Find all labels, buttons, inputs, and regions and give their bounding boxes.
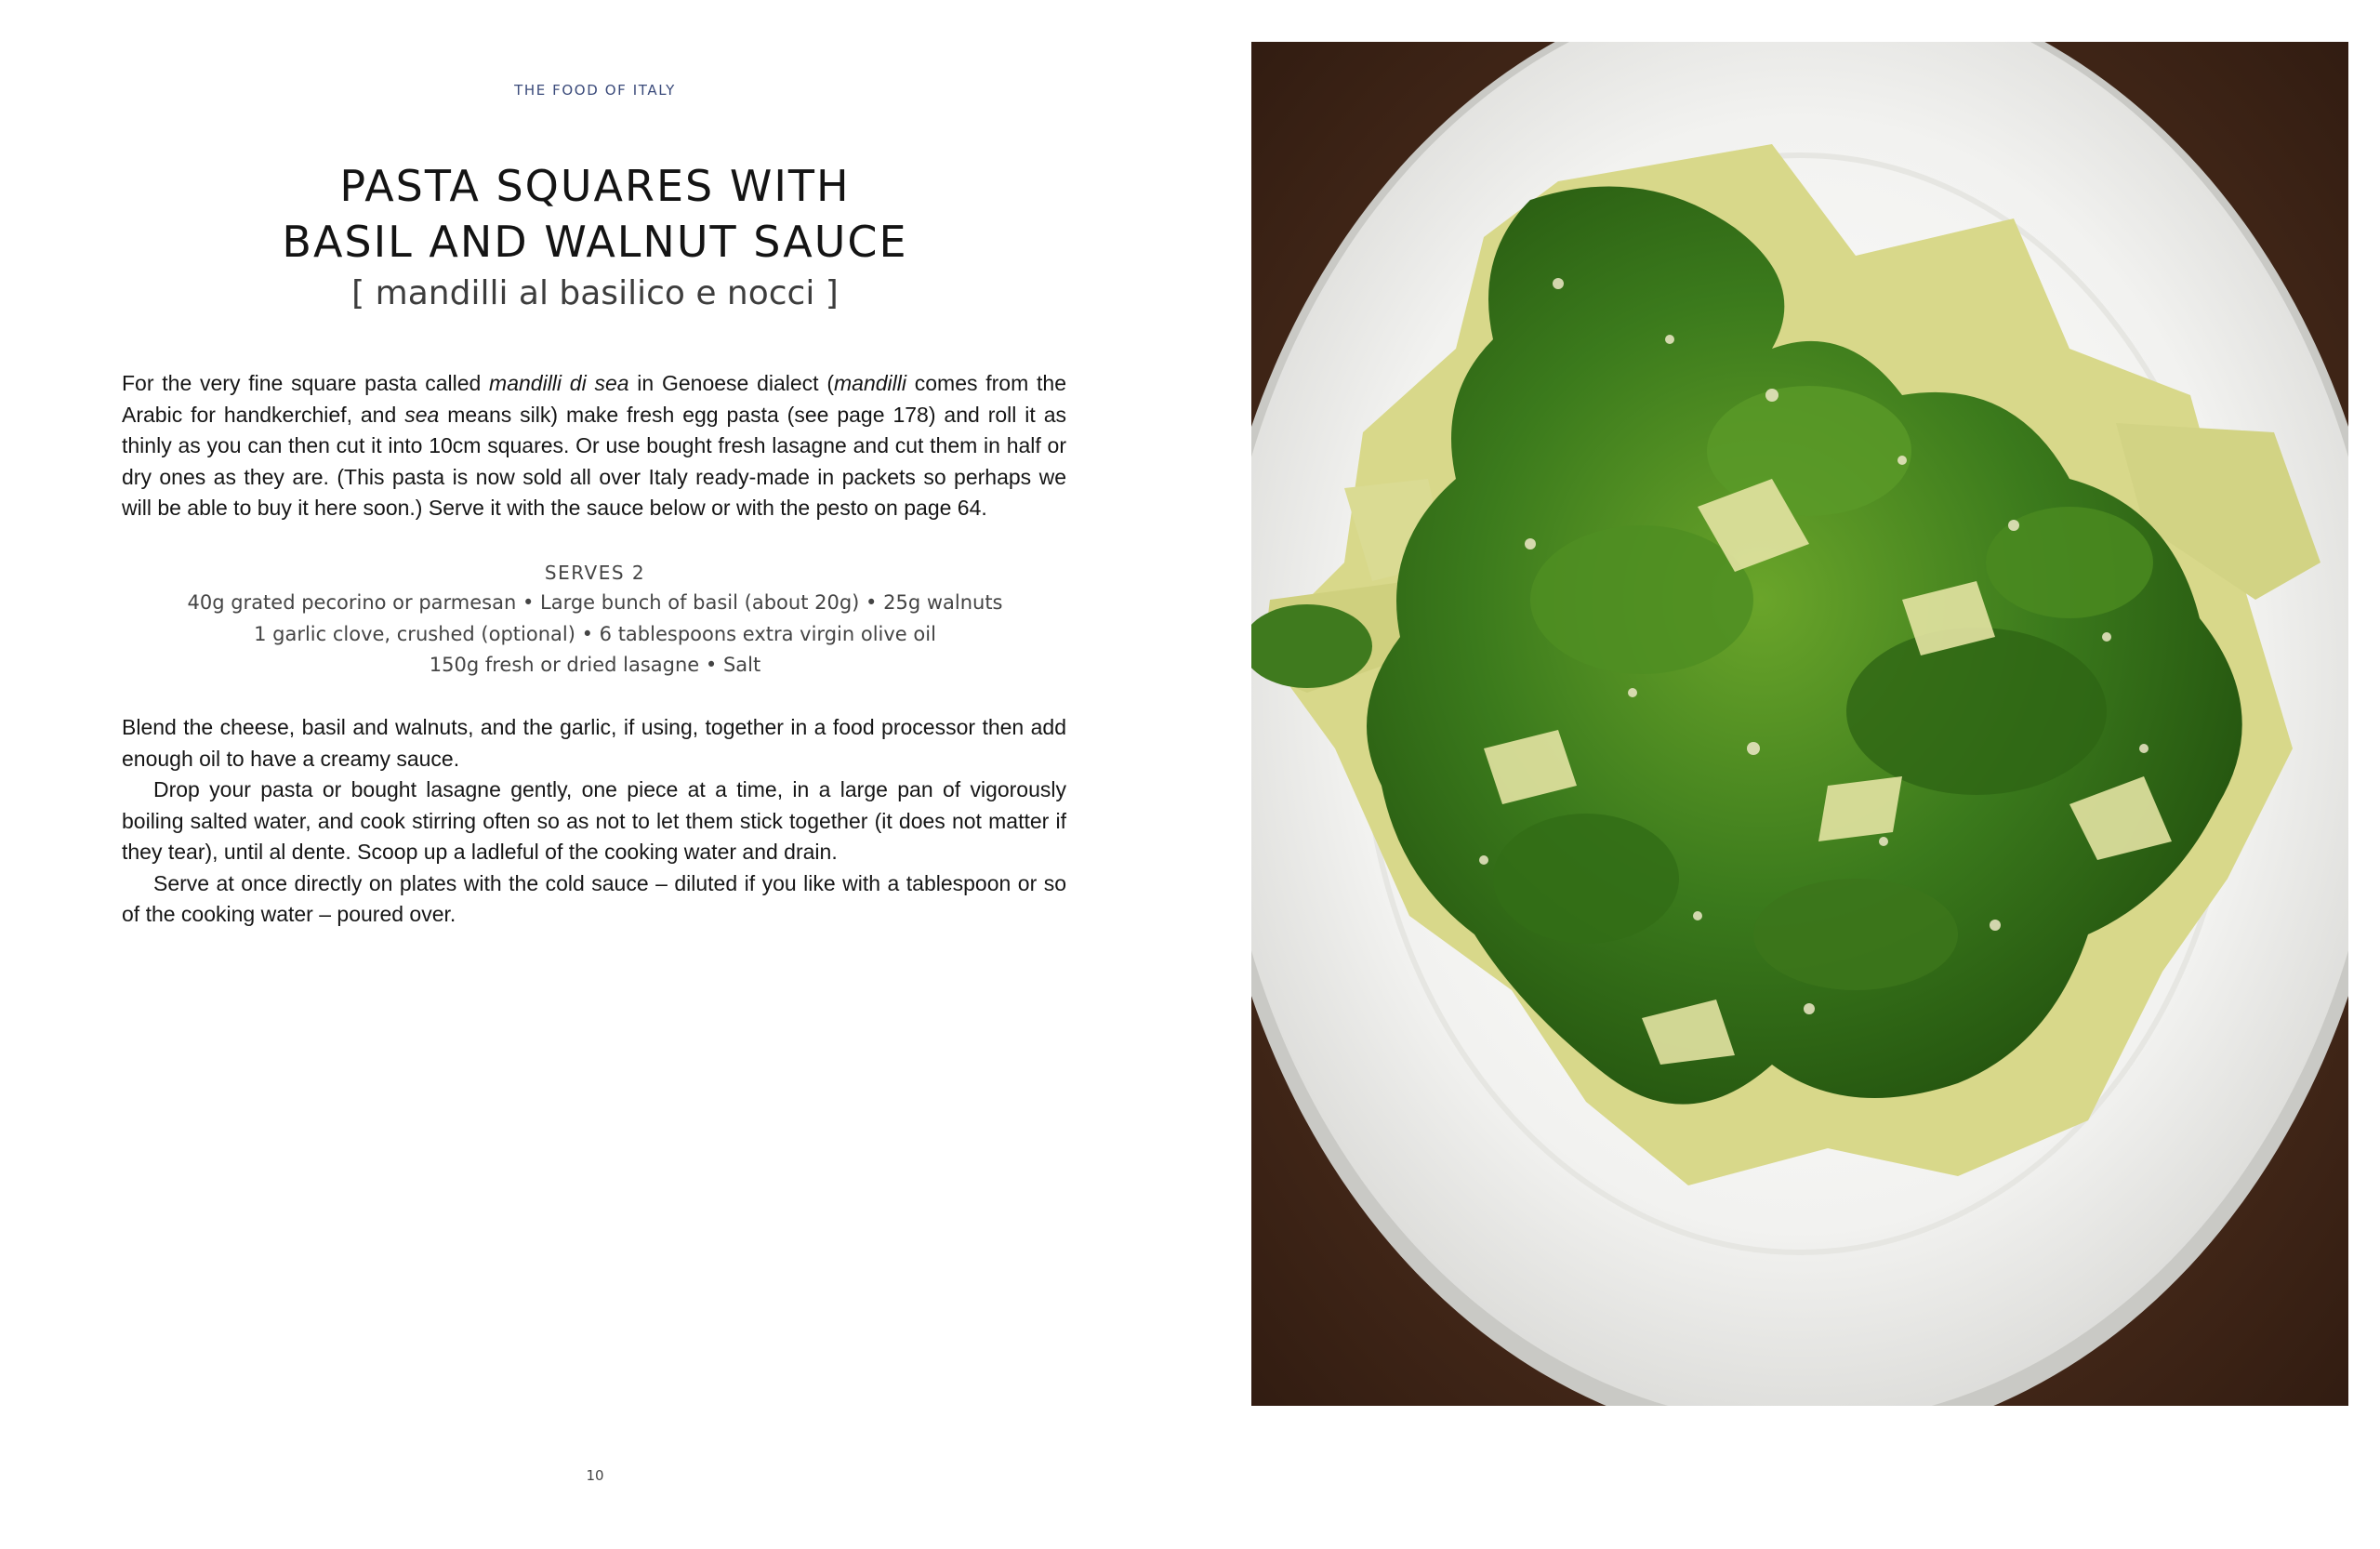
recipe-title-block [0,158,1190,318]
pasta-plate-illustration [1251,42,2348,1406]
intro-paragraph [122,368,1066,524]
dish-photo [1251,42,2348,1406]
running-head: THE FOOD OF ITALY [514,82,676,99]
recipe-title-line-2: BASIL AND WALNUT SAUCE [282,217,908,267]
method-step: Blend the cheese, basil and walnuts, and the garlic, if using, together in a food processor then add enough oil to have a creamy sauce. [122,715,1066,771]
intro-term-2: mandilli [834,371,906,395]
ingredient-line: 40g grated pecorino or parmesan • Large bunch of basil (about 20g) • 25g walnuts [187,591,1003,614]
recipe-italian-name: [ mandilli al basilico e nocci ] [351,274,839,312]
intro-text-1: For the very fine square pasta called [122,371,490,395]
intro-text-2: in Genoese dialect ( [628,371,834,395]
method-block [122,712,1066,931]
serves-label: SERVES 2 [544,562,646,584]
intro-text-3: comes from the Arabic for handkerchief, and [122,371,1066,427]
intro-term-1: mandilli di sea [489,371,629,395]
ingredient-line: 1 garlic clove, crushed (optional) • 6 tablespoons extra virgin olive oil [254,622,936,645]
intro-term-3: sea [404,402,440,427]
method-step: Serve at once directly on plates with the cold sauce – diluted if you like with a tablespoon or so of the cooking water – poured over. [122,870,1066,926]
ingredient-line: 150g fresh or dried lasagne • Salt [429,654,761,676]
recipe-title-line-1: PASTA SQUARES WITH [339,161,851,211]
ingredients-block [0,558,1190,682]
method-step: Drop your pasta or bought lasagne gently, one piece at a time, in a large pan of vigorously boiling salted water, and cook stirring often so as not to let them stick together (it does not matter if they tear), until al dente. Scoop up a ladleful of the cooking water and drain. [122,777,1066,864]
page-number: 10 [586,1467,604,1484]
intro-text-4: means silk) make fresh egg pasta (see page 178) and roll it as thinly as you can then cut it into 10cm squares. Or use bought fresh lasagne and cut them in half or dry ones as they are. (This pasta is now sold all over Italy ready-made in packets so perhaps we will be able to buy it here soon.) Serve it with the sauce below or with the pesto on page 64. [122,402,1067,520]
